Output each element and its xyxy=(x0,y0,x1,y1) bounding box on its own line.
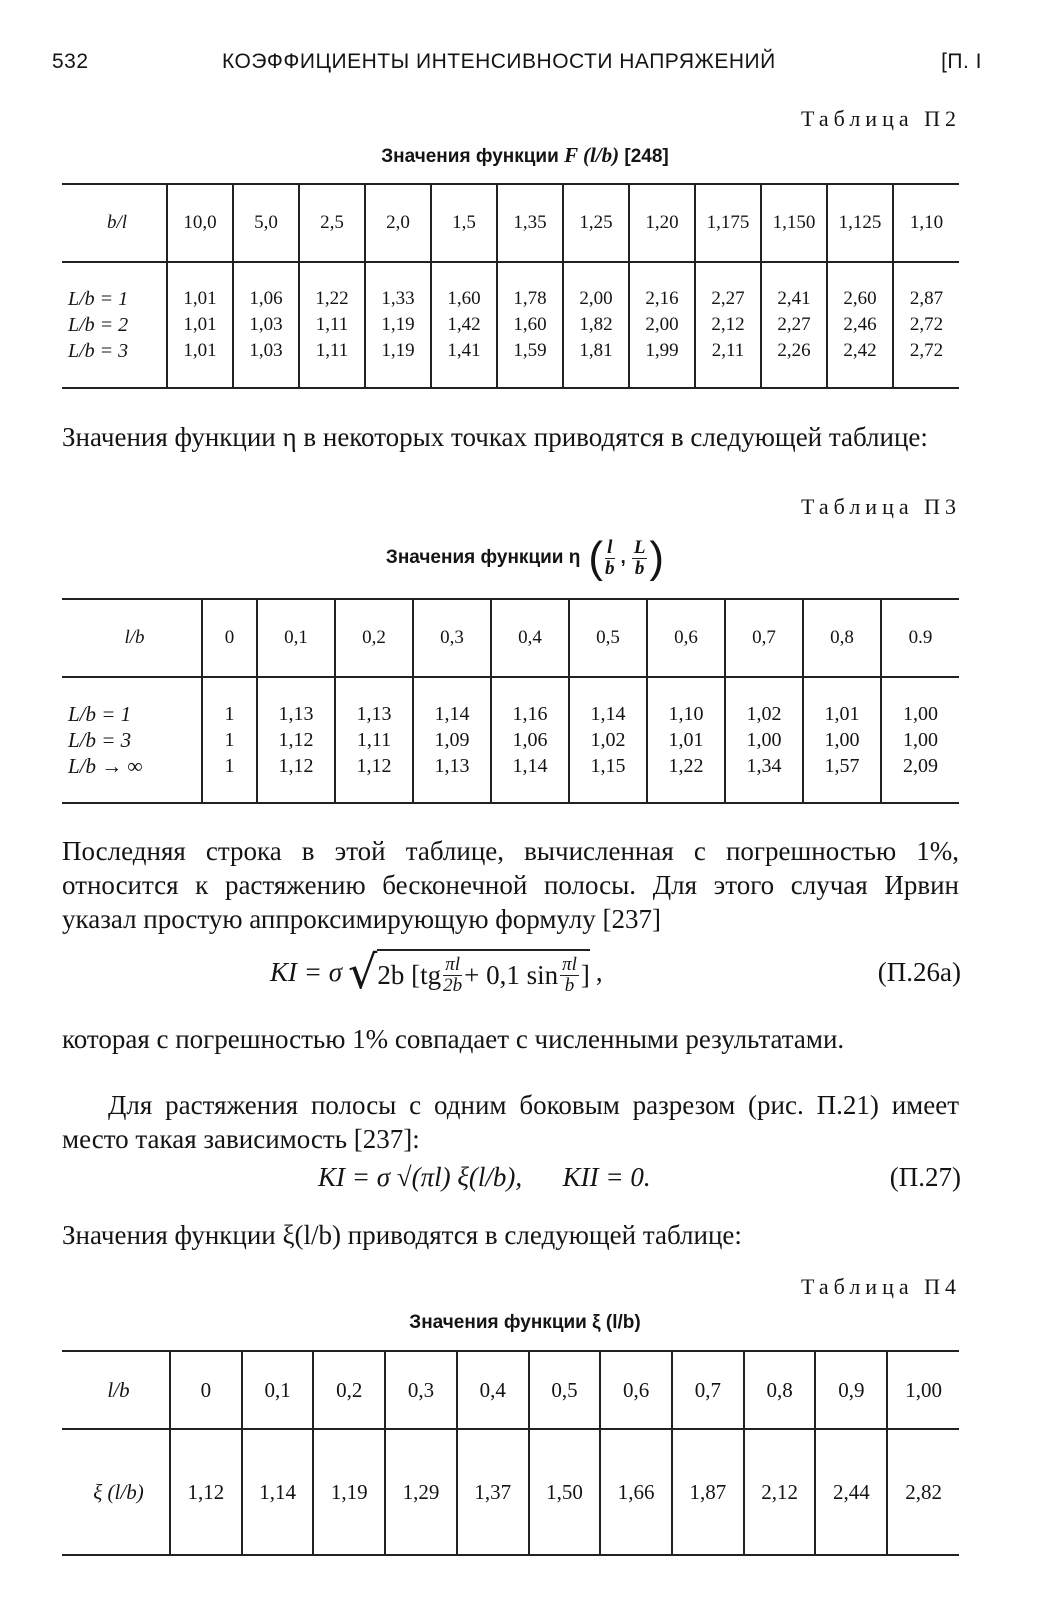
table-p3-col-6: 0,6 xyxy=(647,599,725,677)
table-p3-col-5: 0,5 xyxy=(569,599,647,677)
fraction-L-over-b: $\frac{L}{b}$ xyxy=(633,536,646,579)
table-p2-cell: 1,01 1,01 1,01 xyxy=(167,262,233,388)
table-p2-col-1: 5,0 xyxy=(233,184,299,262)
table-p3-cell: 1,13 1,11 1,12 xyxy=(335,677,413,803)
table-p4-header-label: l/b xyxy=(62,1351,170,1429)
right-paren: ) xyxy=(649,533,665,582)
table-p3-col-9: 0.9 xyxy=(881,599,959,677)
table-p4-col-4: 0,4 xyxy=(457,1351,529,1429)
table-p2-cell: 2,87 2,72 2,72 xyxy=(893,262,959,388)
table-p4-cell: 1,12 xyxy=(170,1429,242,1555)
table-p3-header-row xyxy=(62,599,959,677)
formula-p26a-fraction-2: $\frac{\pi l}{b}$ xyxy=(562,953,577,996)
table-p4-cell: 1,87 xyxy=(672,1429,744,1555)
table-p2-body-row xyxy=(62,262,959,388)
table-p2-cell: 2,00 1,82 1,81 xyxy=(563,262,629,388)
table-p4-cell: 1,50 xyxy=(529,1429,601,1555)
table-p4-col-8: 0,8 xyxy=(744,1351,816,1429)
table-p4-cell: 2,12 xyxy=(744,1429,816,1555)
fraction-l-over-b: $\frac{l}{b}$ xyxy=(605,536,615,579)
table-p3-cell: 1,01 1,00 1,57 xyxy=(803,677,881,803)
table-p2-col-0: 10,0 xyxy=(167,184,233,262)
table-p2-cell: 1,60 1,42 1,41 xyxy=(431,262,497,388)
formula-p26a-radicand-start: 2b [tg xyxy=(377,959,442,990)
table-p3-cell: 1,16 1,06 1,14 xyxy=(491,677,569,803)
table-p4-col-3: 0,3 xyxy=(385,1351,457,1429)
table-p2-caption-function: F (l/b) xyxy=(564,143,620,167)
formula-p26a-number: (П.26а) xyxy=(877,957,961,987)
table-p3-label: Таблица П3 xyxy=(801,494,961,519)
table-p3-col-2: 0,2 xyxy=(335,599,413,677)
table-p2-col-9: 1,150 xyxy=(761,184,827,262)
table-p4-col-2: 0,2 xyxy=(313,1351,385,1429)
table-p2-cell: 2,27 2,12 2,11 xyxy=(695,262,761,388)
table-p4-caption: Значения функции ξ (l/b) xyxy=(409,1312,641,1333)
table-p3-cell: 1,10 1,01 1,22 xyxy=(647,677,725,803)
page-number: 532 xyxy=(52,50,89,73)
paragraph-2: Последняя строка в этой таблице, вычисленная с погрешностью 1%, относится к растяжению бесконечной полосы. Для этого случая Ирвин указал простую аппроксимирующую формулу [237] xyxy=(62,836,959,934)
section-marker: [П. I xyxy=(941,50,982,73)
table-p2-col-7: 1,20 xyxy=(629,184,695,262)
formula-p26a-fraction-1: $\frac{\pi l}{2b}$ xyxy=(443,953,463,996)
table-p3-cell: 1 1 1 xyxy=(202,677,257,803)
table-p3 xyxy=(62,598,959,804)
paragraph-3: которая с погрешностью 1% совпадает с численными результатами. xyxy=(62,1024,845,1054)
table-p3-col-8: 0,8 xyxy=(803,599,881,677)
table-p3-header-label: l/b xyxy=(62,599,202,677)
table-p4-col-1: 0,1 xyxy=(242,1351,314,1429)
table-p3-cell: 1,13 1,12 1,12 xyxy=(257,677,335,803)
table-p2-caption xyxy=(200,143,850,168)
formula-p26a-middle: + 0,1 sin xyxy=(464,959,559,990)
table-p4-cell: 1,19 xyxy=(313,1429,385,1555)
table-p2-cell: 2,41 2,27 2,26 xyxy=(761,262,827,388)
paragraph-4: Для растяжения полосы с одним боковым разрезом (рис. П.21) имеет место такая зависимость [237]: xyxy=(62,1090,959,1154)
table-p2-header-row xyxy=(62,184,959,262)
table-p3-body-row xyxy=(62,677,959,803)
table-p4-cell: 1,66 xyxy=(600,1429,672,1555)
table-p2-col-4: 1,5 xyxy=(431,184,497,262)
formula-p26a-tail: , xyxy=(595,956,603,987)
table-p2-col-8: 1,175 xyxy=(695,184,761,262)
running-header xyxy=(52,50,982,80)
table-p4 xyxy=(62,1350,959,1556)
table-p3-col-1: 0,1 xyxy=(257,599,335,677)
formula-p26a xyxy=(270,942,770,1002)
table-p2-col-11: 1,10 xyxy=(893,184,959,262)
table-p2-col-2: 2,5 xyxy=(299,184,365,262)
table-p4-col-5: 0,5 xyxy=(529,1351,601,1429)
left-paren: ( xyxy=(588,533,604,582)
table-p3-cell: 1,14 1,09 1,13 xyxy=(413,677,491,803)
table-p2-cell: 2,60 2,46 2,42 xyxy=(827,262,893,388)
table-p4-body-row xyxy=(62,1429,959,1555)
table-p2-row-labels: L/b = 1 L/b = 2 L/b = 3 xyxy=(62,262,167,388)
running-title: КОЭФФИЦИЕНТЫ ИНТЕНСИВНОСТИ НАПРЯЖЕНИЙ xyxy=(222,50,776,73)
table-p4-col-6: 0,6 xyxy=(600,1351,672,1429)
table-p3-col-7: 0,7 xyxy=(725,599,803,677)
table-p4-cell: 1,29 xyxy=(385,1429,457,1555)
table-p4-col-9: 0,9 xyxy=(815,1351,887,1429)
table-p2-cell: 1,33 1,19 1,19 xyxy=(365,262,431,388)
table-p2-col-10: 1,125 xyxy=(827,184,893,262)
table-p2-col-6: 1,25 xyxy=(563,184,629,262)
table-p2-cell: 1,78 1,60 1,59 xyxy=(497,262,563,388)
sqrt-icon: √ xyxy=(348,945,378,999)
formula-p26a-close: ] xyxy=(580,959,590,990)
formula-p27: KI = σ √(πl) ξ(l/b), KII = 0. xyxy=(318,1162,651,1192)
table-p2-header-label: b/l xyxy=(62,184,167,262)
table-p4-col-7: 0,7 xyxy=(672,1351,744,1429)
table-p2-label: Таблица П2 xyxy=(801,106,961,131)
table-p4-cell: 2,44 xyxy=(815,1429,887,1555)
table-p3-col-4: 0,4 xyxy=(491,599,569,677)
table-p3-cell: 1,02 1,00 1,34 xyxy=(725,677,803,803)
table-p4-cell: 2,82 xyxy=(887,1429,959,1555)
formula-p26a-radicand xyxy=(377,949,590,996)
table-p4-col-0: 0 xyxy=(170,1351,242,1429)
formula-p26a-lhs: KI = σ xyxy=(270,956,343,987)
table-p3-col-0: 0 xyxy=(202,599,257,677)
table-p4-cell: 1,14 xyxy=(242,1429,314,1555)
table-p2 xyxy=(62,183,959,389)
table-p3-caption: Значения функции η ( $\frac{l}{b}$ , $\frac{L}{b}$ ) xyxy=(385,533,665,582)
table-p2-cell: 1,22 1,11 1,11 xyxy=(299,262,365,388)
formula-p27-number: (П.27) xyxy=(889,1162,961,1192)
table-p2-cell: 2,16 2,00 1,99 xyxy=(629,262,695,388)
table-p3-cell: 1,14 1,02 1,15 xyxy=(569,677,647,803)
table-p2-col-5: 1,35 xyxy=(497,184,563,262)
table-p3-row-labels: L/b = 1 L/b = 3 L/b → ∞ xyxy=(62,677,202,803)
table-p2-col-3: 2,0 xyxy=(365,184,431,262)
table-p2-cell: 1,06 1,03 1,03 xyxy=(233,262,299,388)
table-p4-label: Таблица П4 xyxy=(801,1274,961,1299)
paragraph-1: Значения функции η в некоторых точках приводятся в следующей таблице: xyxy=(62,422,928,452)
table-p2-caption-ref: [248] xyxy=(624,146,669,167)
table-p3-caption-text: Значения функции η xyxy=(385,547,581,568)
table-p4-cell: 1,37 xyxy=(457,1429,529,1555)
table-p3-col-3: 0,3 xyxy=(413,599,491,677)
table-p3-cell: 1,00 1,00 2,09 xyxy=(881,677,959,803)
table-p4-col-10: 1,00 xyxy=(887,1351,959,1429)
table-p4-header-row xyxy=(62,1351,959,1429)
paragraph-5: Значения функции ξ(l/b) приводятся в следующей таблице: xyxy=(62,1220,742,1250)
table-p4-row-label: ξ (l/b) xyxy=(62,1429,170,1555)
table-p2-caption-text: Значения функции xyxy=(381,146,559,167)
